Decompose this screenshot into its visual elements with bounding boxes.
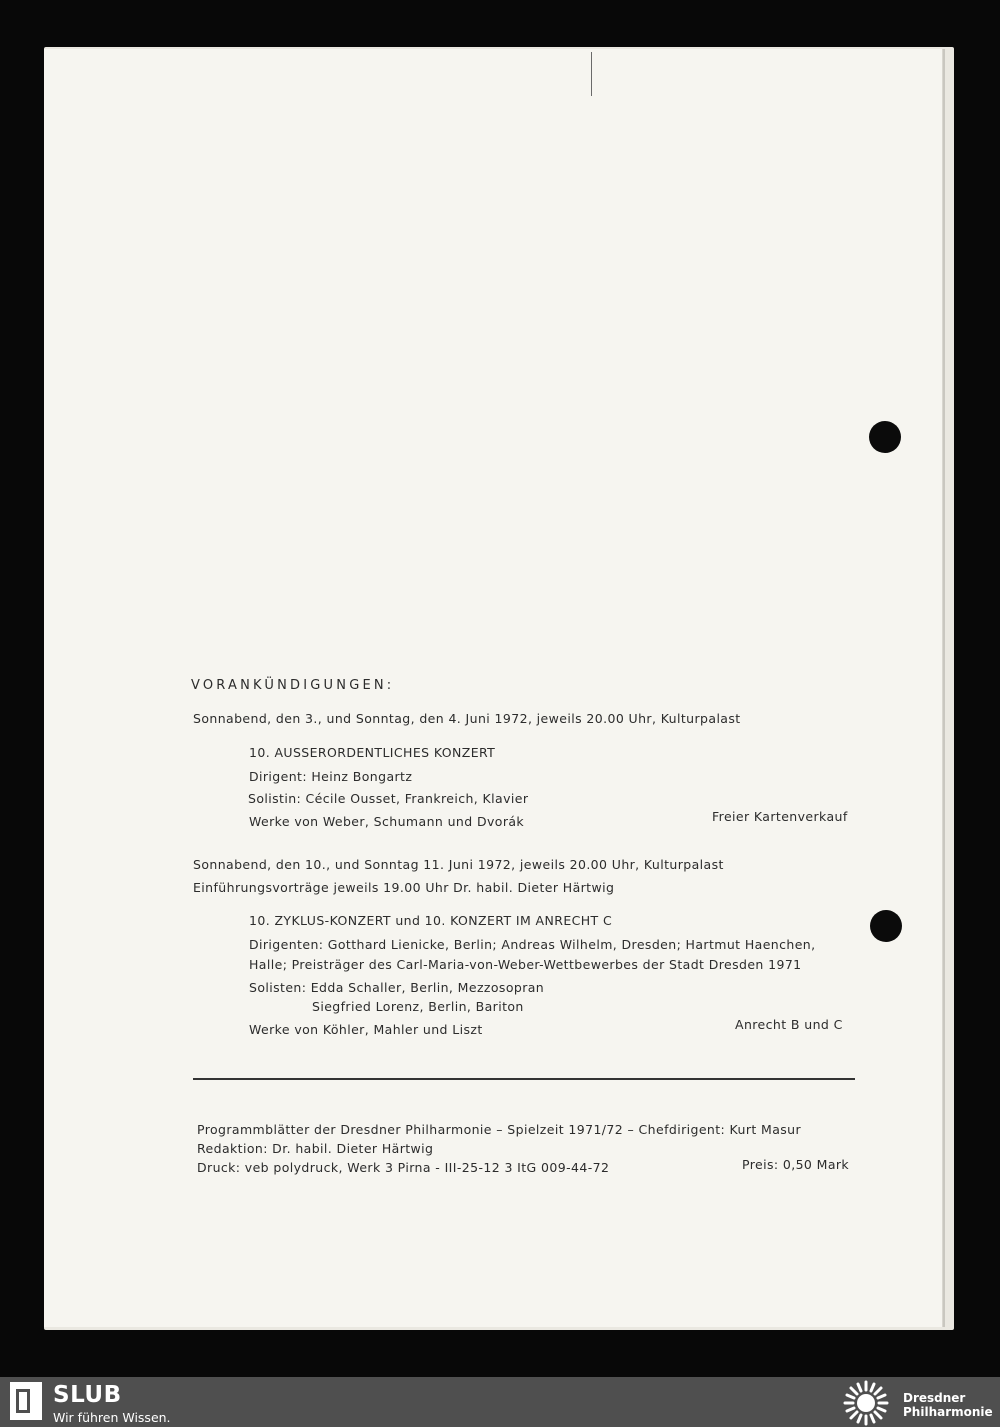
concert2-soloists-line2: Siegfried Lorenz, Berlin, Bariton — [312, 999, 524, 1014]
philharmonie-name-line2: Philharmonie — [903, 1405, 993, 1419]
concert2-title: 10. ZYKLUS-KONZERT und 10. KONZERT IM ANRECHT C — [249, 913, 613, 928]
concert2-conductors-line2: Halle; Preisträger des Carl-Maria-von-Weber-Wettbewerbes der Stadt Dresden 1971 — [249, 957, 802, 972]
punch-hole-top — [869, 421, 901, 453]
slub-logo-icon — [8, 1380, 44, 1422]
colophon-line3: Druck: veb polydruck, Werk 3 Pirna - III-25-12 3 ItG 009-44-72 — [197, 1160, 610, 1175]
concert1-title: 10. AUSSERORDENTLICHES KONZERT — [249, 745, 496, 760]
colophon-price: Preis: 0,50 Mark — [742, 1157, 850, 1172]
concert2-intro-line: Einführungsvorträge jeweils 19.00 Uhr Dr. habil. Dieter Härtwig — [193, 880, 615, 895]
concert2-works: Werke von Köhler, Mahler und Liszt — [249, 1022, 483, 1037]
punch-hole-bottom — [870, 910, 902, 942]
announcements-heading: VORANKÜNDIGUNGEN: — [191, 678, 395, 693]
colophon-line1: Programmblätter der Dresdner Philharmonie – Spielzeit 1971/72 – Chefdirigent: Kurt Masur — [197, 1122, 802, 1137]
concert2-conductors-line1: Dirigenten: Gotthard Lienicke, Berlin; Andreas Wilhelm, Dresden; Hartmut Haenchen, — [249, 937, 816, 952]
concert1-tickets: Freier Kartenverkauf — [712, 809, 848, 824]
separator-rule — [193, 1078, 855, 1080]
concert1-soloist: Solistin: Cécile Ousset, Frankreich, Klavier — [248, 791, 529, 806]
fold-mark — [591, 52, 592, 96]
colophon-line2: Redaktion: Dr. habil. Dieter Härtwig — [197, 1141, 434, 1156]
philharmonie-logo-icon — [842, 1379, 890, 1427]
slub-title: SLUB — [53, 1382, 122, 1408]
concert2-soloists-line1: Solisten: Edda Schaller, Berlin, Mezzosopran — [249, 980, 545, 995]
concert1-works: Werke von Weber, Schumann und Dvorák — [249, 814, 525, 829]
concert1-conductor: Dirigent: Heinz Bongartz — [249, 769, 413, 784]
concert2-subscription: Anrecht B und C — [735, 1017, 843, 1032]
philharmonie-name-line1: Dresdner — [903, 1391, 966, 1405]
concert1-date-line: Sonnabend, den 3., und Sonntag, den 4. Juni 1972, jeweils 20.00 Uhr, Kulturpalast — [193, 711, 741, 726]
concert2-date-line: Sonnabend, den 10., und Sonntag 11. Juni 1972, jeweils 20.00 Uhr, Kulturpalast — [193, 857, 724, 872]
slub-subtitle: Wir führen Wissen. — [53, 1410, 171, 1425]
